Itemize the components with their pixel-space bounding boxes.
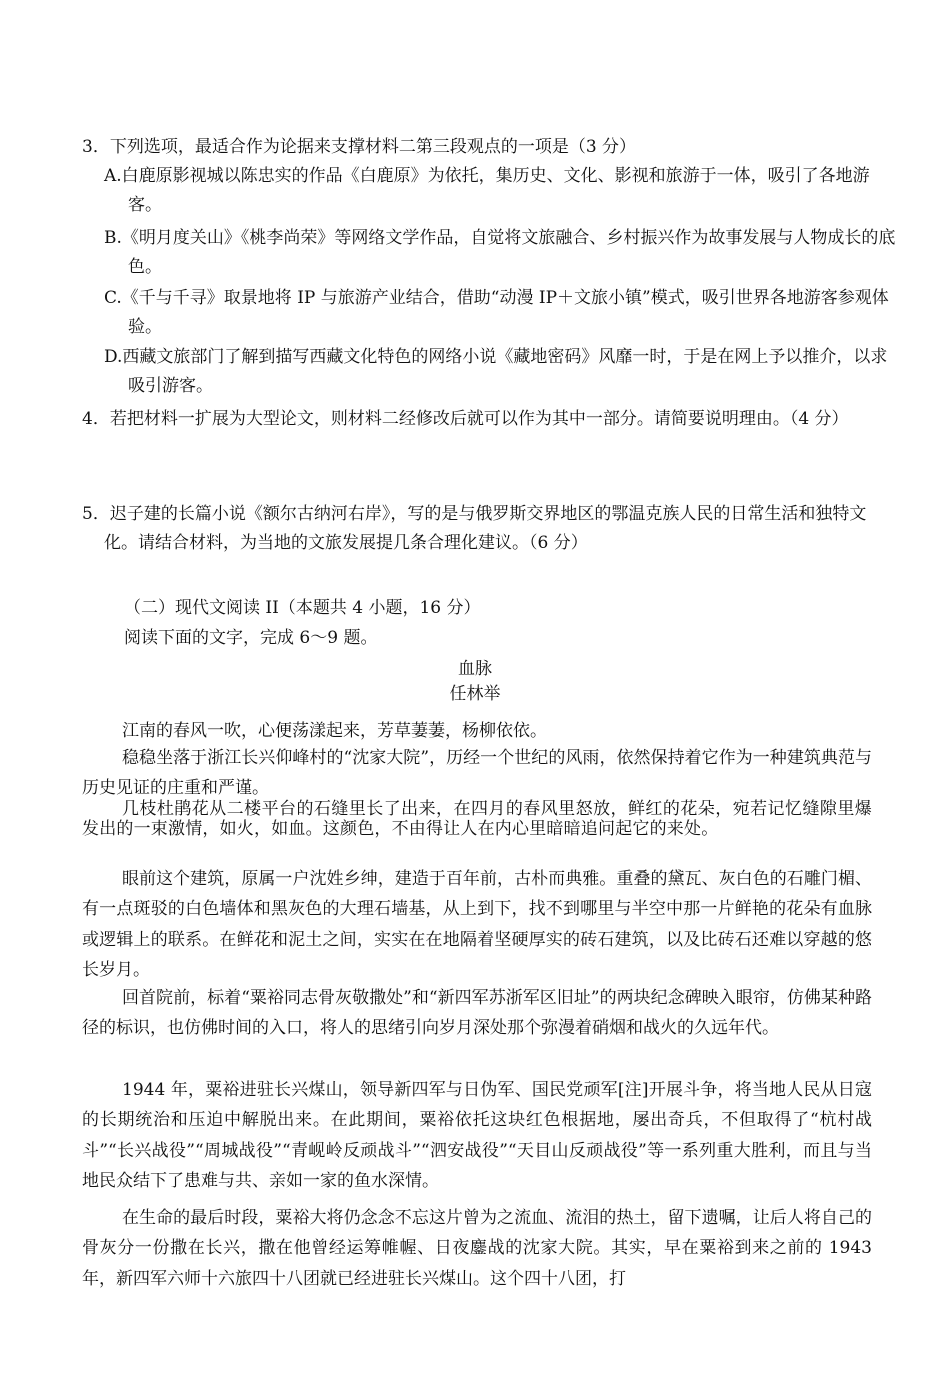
question-3-stem: 3．下列选项，最适合作为论据来支撑材料二第三段观点的一项是（3 分） [82, 137, 637, 157]
article-paragraph-7: 在生命的最后时段，粟裕大将仍念念不忘这片曾为之流血、流泪的热土，留下遗嘱，让后人将自己的骨灰分一份撒在长兴，撒在他曾经运筹帷幄、日夜鏖战的沈家大院。其实，早在粟裕到来之前的 1943 年，新四军六师十六旅四十八团就已经进驻长兴煤山。这个四十八团，打 [82, 1208, 872, 1289]
question-5: 5．迟子建的长篇小说《额尔古纳河右岸》，写的是与俄罗斯交界地区的鄂温克族人民的日常生活和独特文化。请结合材料，为当地的文旅发展提几条合理化建议。（6 分） [82, 504, 867, 553]
question-3-option-d: D.西藏文旅部门了解到描写西藏文化特色的网络小说《藏地密码》风靡一时，于是在网上予以推介，以求吸引游客。 [104, 347, 888, 396]
question-3-option-b: B.《明月度关山》《桃李尚荣》等网络文学作品，自觉将文旅融合、乡村振兴作为故事发展与人物成长的底色。 [104, 228, 896, 277]
question-3-option-a: A.白鹿原影视城以陈忠实的作品《白鹿原》为依托，集历史、文化、影视和旅游于一体，吸引了各地游客。 [104, 166, 870, 215]
article-paragraph-1: 江南的春风一吹，心便荡漾起来，芳草萋萋，杨柳依依。 [122, 721, 547, 741]
article-title: 血脉 [458, 659, 492, 679]
article-paragraph-5: 回首院前，标着“粟裕同志骨灰敬撒处”和“新四军苏浙军区旧址”的两块纪念碑映入眼帘，仿佛某种路径的标识，也仿佛时间的入口，将人的思绪引向岁月深处那个弥漫着硝烟和战火的久远年代。 [82, 988, 872, 1039]
article-paragraph-6: 1944 年，粟裕进驻长兴煤山，领导新四军与日伪军、国民党顽军[注]开展斗争，将当地人民从日寇的长期统治和压迫中解脱出来。在此期间，粟裕依托这块红色根据地，屡出奇兵，不但取得了“杭村战斗”“长兴战役”“周城战役”“青岘岭反顽战斗”“泗安战役”“天目山反顽战役”等一系列重大胜利，而且与当地民众结下了患难与共、亲如一家的鱼水深情。 [82, 1080, 872, 1191]
question-3-option-c: C.《千与千寻》取景地将 IP 与旅游产业结合，借助“动漫 IP＋文旅小镇”模式，吸引世界各地游客参观体验。 [104, 288, 889, 337]
article-author: 任林举 [449, 684, 501, 704]
section-instruction: 阅读下面的文字，完成 6～9 题。 [124, 628, 378, 648]
question-4: 4．若把材料一扩展为大型论文，则材料二经修改后就可以作为其中一部分。请简要说明理由。（4 分） [82, 409, 849, 429]
article-paragraph-3: 几枝杜鹃花从二楼平台的石缝里长了出来，在四月的春风里怒放，鲜红的花朵，宛若记忆缝隙里爆发出的一束激情，如火，如血。这颜色，不由得让人在内心里暗暗追问起它的来处。 [82, 799, 872, 840]
section-heading: （二）现代文阅读 II（本题共 4 小题，16 分） [124, 598, 481, 618]
article-paragraph-2: 稳稳坐落于浙江长兴仰峰村的“沈家大院”，历经一个世纪的风雨，依然保持着它作为一种建筑典范与历史见证的庄重和严谨。 [82, 748, 872, 799]
article-paragraph-4: 眼前这个建筑，原属一户沈姓乡绅，建造于百年前，古朴而典雅。重叠的黛瓦、灰白色的石雕门楣、有一点斑驳的白色墙体和黑灰色的大理石墙基，从上到下，找不到哪里与半空中那一片鲜艳的花朵有血脉或逻辑上的联系。在鲜花和泥土之间，实实在在地隔着坚硬厚实的砖石建筑，以及比砖石还难以穿越的悠长岁月。 [82, 869, 872, 980]
